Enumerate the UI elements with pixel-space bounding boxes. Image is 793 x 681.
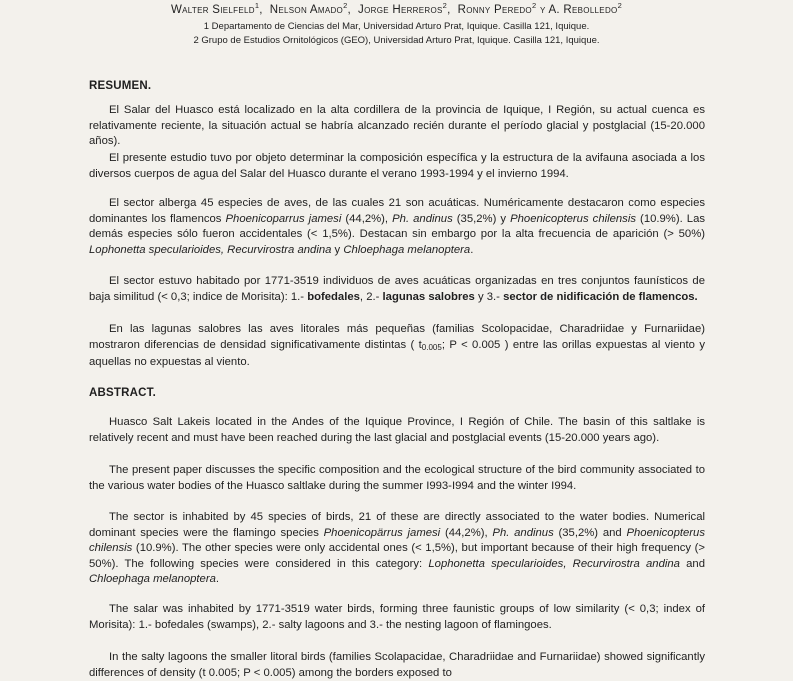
resumen-paragraph-1: El Salar del Huasco está localizado en la alta cordillera de la provincia de Iquique, I Región, su actual cuenca es relativamente reciente, la situación actual se habría alcanzado recién durante el período glacial y postglacial (15-20.000 años).: [89, 104, 705, 148]
affiliation-1: 1 Departamento de Ciencias del Mar, Universidad Arturo Prat, Iquique. Casilla 121, Iquique.: [203, 21, 590, 32]
author-sup: 2: [442, 1, 448, 11]
author-sup: 2: [531, 1, 537, 11]
author-sup: 1: [254, 1, 260, 11]
resumen-paragraph-5: En las lagunas salobres las aves litorales más pequeñas (familias Scolopacidae, Charadriidae y Furnariidae) mostraron diferencias de densidad significativamente distintas ( $t_{0.005}$; P < 0.005 ) entre las orillas expuestas al viento y aquellas no expuestas al viento.: [89, 323, 705, 369]
abstract-heading: ABSTRACT.: [89, 387, 156, 399]
author-name: Ronny Peredo: [457, 4, 532, 16]
species-name: Phoenicoparrus jamesi: [225, 212, 342, 225]
species-name: Lophonetta specularioides, Recurvirostra andina: [89, 243, 332, 256]
habitat-term: bofedales: [307, 290, 360, 303]
author-sup: 2: [617, 1, 623, 11]
resumen-paragraph-3: El sector alberga 45 especies de aves, de las cuales 21 son acuáticas. Numéricamente destacaron como especies dominantes los flamencos Phoenicoparrus jamesi (44,2%), Ph. andinus (35,2%) y Phoenicopterus chilensis (10.9%). Las demás especies sólo fueron accidentales (< 1,5%). Destacan sin embargo por la alta frecuencia de aparición (> 50%) Lophonetta specularioides, Recurvirostra andina y Chloephaga melanoptera.: [89, 197, 706, 256]
affiliation-2: 2 Grupo de Estudios Ornitológicos (GEO), Universidad Arturo Prat, Iquique. Casilla 121, Iquique.: [193, 35, 600, 46]
author-name: Walter Sielfeld: [170, 4, 255, 16]
author-sup: 2: [343, 1, 348, 11]
abstract-paragraph-4: The salar was inhabited by 1771-3519 water birds, forming three faunistic groups of low similarity (< 0,3; index of Morisita): 1.- bofedales (swamps), 2.- salty lagoons and 3.- the nesting lagoon of flamingoes.: [89, 603, 705, 631]
species-name: Ph. andinus: [392, 212, 453, 225]
abstract-paragraph-5: In the salty lagoons the smaller litoral birds (families Scolapacidae, Charadriidae and Furnariidae) showed significantly differences of density (t 0.005; P < 0.005) among the borders exposed to: [89, 651, 705, 679]
species-name: Phoenicopärrus jamesi: [323, 526, 441, 539]
author-name: Nelson Amado: [269, 4, 344, 16]
habitat-term: sector de nidificación de flamencos.: [503, 290, 698, 303]
abstract-paragraph-2: The present paper discusses the specific composition and the ecological structure of the bird community associated to the various water bodies of the Huasco saltlake during the summer I993-I994 and the winter I994.: [89, 464, 705, 492]
species-name: Phoenicopterus chilensis: [510, 212, 636, 225]
habitat-term: lagunas salobres: [382, 290, 475, 303]
resumen-paragraph-2: El presente estudio tuvo por objeto determinar la composición específica y la estructura de la avifauna asociada a los diversos cuerpos de agua del Salar del Huasco durante el verano 1993-1994 y el invierno 1994.: [89, 152, 705, 180]
species-name: Ph. andinus: [492, 526, 554, 539]
species-name: Chloephaga melanoptera: [89, 573, 216, 586]
subscript: 0.005: [421, 342, 442, 352]
author-line: Walter Sielfeld$^1$, Nelson Amado$^2$, Jorge Herreros$^2$, Ronny Peredo$^2$ y A. Rebolledo$^2$: [170, 1, 623, 16]
species-name: Chloephaga melanoptera: [343, 243, 471, 256]
species-name: Phoenicopterus chilensis: [89, 526, 705, 555]
resumen-paragraph-4: El sector estuvo habitado por 1771-3519 individuos de aves acuáticas organizadas en tres conjuntos faunísticos de baja similitud (< 0,3; indice de Morisita): 1.- bofedales, 2.- lagunas salobres y 3.- sector de nidificación de flamencos.: [89, 275, 705, 303]
species-name: Lophonetta specularioides, Recurvirostra andina: [428, 557, 680, 570]
author-name: A. Rebolledo: [548, 4, 618, 16]
author-conjunction: y: [539, 4, 546, 16]
abstract-paragraph-3: The sector is inhabited by 45 species of birds, 21 of these are directly associated to the water bodies. Numerical dominant species were the flamingo species Phoenicopärrus jamesi (44,2%), Ph. andinus (35,2%) and Phoenicopterus chilensis (10.9%). The other species were only accidental ones (< 1,5%), but important because of their high frequency (> 50%). The following species were considered in this category: Lophonetta specularioides, Recurvirostra andina and Chloephaga melanoptera.: [89, 511, 705, 586]
abstract-paragraph-1: Huasco Salt Lakeis located in the Andes of the Iquique Province, I Región of Chile. The basin of this saltlake is relatively recent and must have been reached during the last glacial and postglacial events (15-20.000 years ago).: [89, 416, 705, 444]
resumen-heading: RESUMEN.: [89, 80, 152, 92]
author-name: Jorge Herreros: [358, 4, 443, 16]
